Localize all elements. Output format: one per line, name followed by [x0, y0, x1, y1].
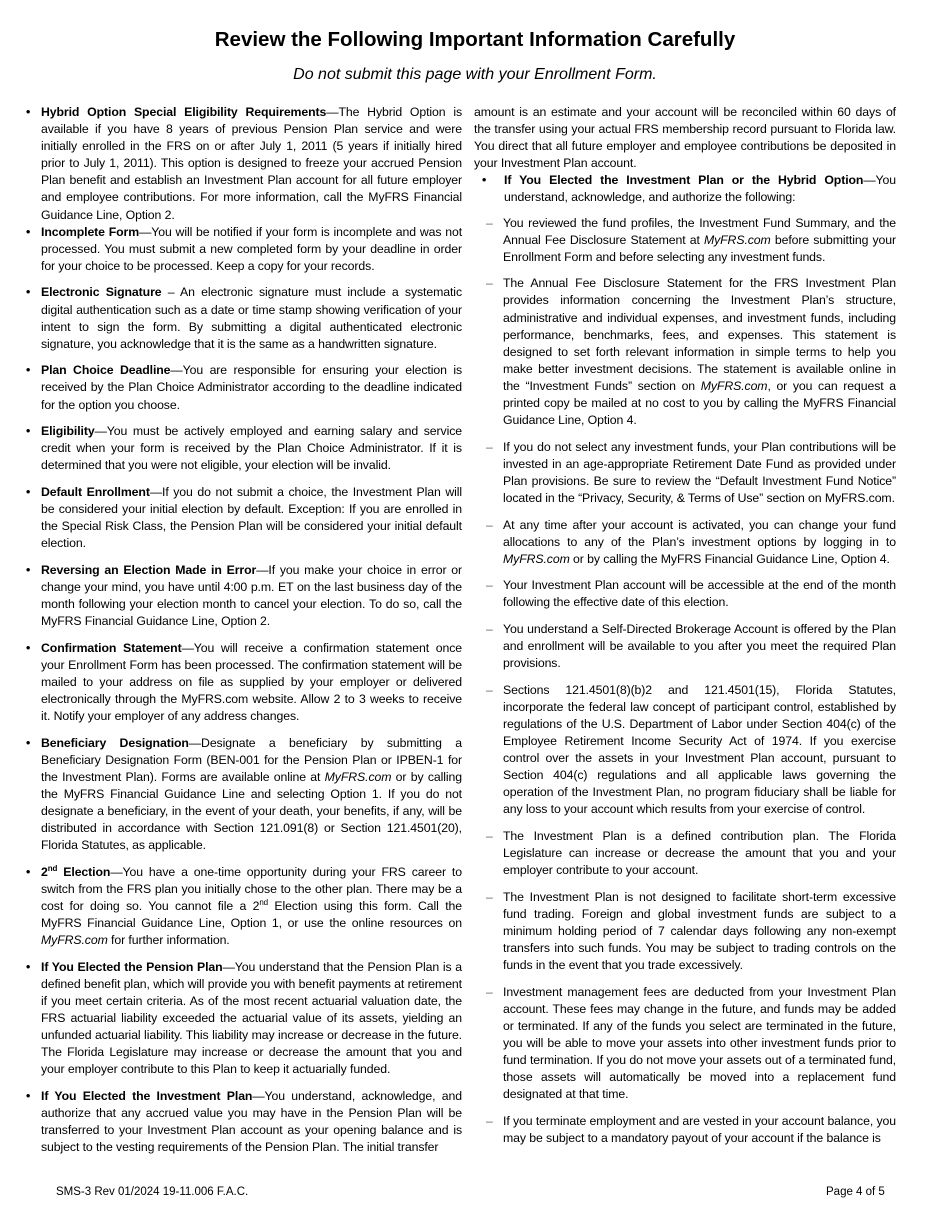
acknowledgement-item — [474, 517, 896, 568]
item-elected-investment-plan — [26, 1088, 462, 1156]
acknowledgement-item — [474, 621, 896, 672]
form-identifier: SMS-3 Rev 01/2024 19-11.006 F.A.C. — [56, 1186, 249, 1198]
page-number: Page 4 of 5 — [826, 1186, 885, 1198]
item-heading: If You Elected the Pension Plan — [41, 959, 223, 974]
right-column — [474, 104, 896, 1157]
acknowledgement-item — [474, 439, 896, 507]
item-body: —You understand, acknowledge, and authorize that any accrued value you may have in the Pension Plan will be transferred to your Investment Plan account as your opening balance and is subject to the vesting requirements of the Pension Plan. The initial transfer — [41, 1088, 462, 1155]
item-reversing-election — [26, 562, 462, 630]
ack-text: Your Investment Plan account will be accessible at the end of the month following the effective date of this election. — [503, 578, 896, 610]
acknowledgement-item — [474, 577, 896, 611]
ack-text: You reviewed the fund profiles, the Investment Fund Summary, and the Annual Fee Disclosure Statement at — [503, 215, 896, 247]
page-title: Review the Following Important Information Carefully — [214, 28, 736, 51]
ack-text: The Investment Plan is not designed to facilitate short-term excessive fund trading. Foreign and global investment funds are subject to a minimum holding period of 7 calendar days following any non-exempt transfers into such funds. You may be subject to trading controls on the funds in the event that you trade excessively. — [503, 889, 896, 973]
item-default-enrollment — [26, 484, 462, 552]
item-heading — [41, 865, 110, 879]
item-heading: Confirmation Statement — [41, 640, 182, 655]
item-body: —You must be actively employed and earning salary and service credit when your form is received by the Plan Choice Administrator. If it is determined that you were not eligible, your election will be invalid. — [41, 424, 462, 473]
item-body: —If you make your choice in error or change your mind, you have until 4:00 p.m. ET on the last business day of the month following your election month to cancel your election. To do so, call the MyFRS Financial Guidance Line, Option 2. — [41, 562, 463, 629]
acknowledgement-list — [474, 215, 896, 1148]
item-heading: Electronic Signature — [41, 285, 162, 300]
item-heading: Hybrid Option Special Eligibility Requirements — [41, 105, 327, 119]
item-body: or by calling the MyFRS Financial Guidance Line and selecting Option 1. If you do not designate a beneficiary, in the event of your death, your benefits, if any, will be distributed in accordance with Section 121.091(8) or Section 121.4501(20), Florida Statutes, as applicable. — [41, 769, 462, 853]
item-electronic-signature — [26, 284, 462, 352]
website-reference: MyFRS.com — [503, 551, 570, 566]
item-heading: Eligibility — [41, 424, 95, 439]
ack-text: or by calling the MyFRS Financial Guidance Line, Option 4. — [569, 551, 890, 566]
heading-number: 2 — [41, 864, 48, 879]
item-body: —The Hybrid Option is available if you have 8 years of previous Pension Plan service and were initially enrolled in the FRS on or after July 1, 2011 (5 years if initially hired prior to July 1, 2011). This option is designed to freeze your accrued Pension Plan benefit and establish an Investment Plan account for all future employer and employee contributions. For more information, call the MyFRS Financial Guidance Line, Option 2. — [41, 105, 463, 222]
item-heading: Default Enrollment — [41, 484, 150, 499]
item-body: —Designate a beneficiary by submitting a Beneficiary Designation Form (BEN-001 for the Pension Plan or IPBEN-1 for the Investment Plan). Forms are available online at — [41, 735, 462, 784]
ack-text: At any time after your account is activated, you can change your fund allocations to any of the Plan’s investment options by logging in to — [503, 517, 896, 549]
heading-word: Election — [57, 864, 111, 879]
ack-text: before submitting your Enrollment Form and before selecting any investment funds. — [503, 232, 896, 264]
ack-text: Sections 121.4501(8)(b)2 and 121.4501(15), Florida Statutes, incorporate the federal law concept of participant control, established by regulations of the U.S. Department of Labor under Section 404(c) of the Employee Retirement Income Security Act of 1974. If you exercise control over the assets in your Investment Plan account, pursuant to Section 404(c) regulations and all applicable laws governing the operation of the Investment Plan, no program fiduciary shall be liable for any loss to your account which results from your exercise of control. — [503, 682, 896, 817]
acknowledgement-item — [474, 889, 896, 974]
ack-text: The Annual Fee Disclosure Statement for the FRS Investment Plan provides information concerning the Investment Plan’s structure, administrative and individual expenses, and investment funds, including performance, benchmarks, fees, and expenses. This statement is designed to set forth relevant information in simple terms to help you make better investment decisions. The statement is available online in the “Investment Funds” section on — [503, 276, 896, 393]
acknowledgement-item — [474, 1113, 896, 1147]
acknowledgement-item — [474, 215, 896, 266]
item-heading: Reversing an Election Made in Error — [41, 562, 257, 577]
item-body: —You understand that the Pension Plan is a defined benefit plan, which will provide you with benefit payments at retirement if you meet certain criteria. As of the most recent actuarial valuation date, the FRS actuarial liability exceeded the actuarial value of its assets, yielding an unfunded actuarial liability. This liability may increase or decrease in the future. The Florida Legislature may increase or decrease the amount that you and your employer contribute to this Plan to keep it actuarially funded. — [41, 959, 463, 1077]
continuation-text: amount is an estimate and your account will be reconciled within 60 days of the transfer using your actual FRS membership record pursuant to Florida law. You direct that all future employer and employee contributions be deposited in your Investment Plan account. — [474, 105, 896, 171]
item-eligibility — [26, 423, 462, 474]
ordinal-suffix: nd — [259, 897, 269, 907]
item-elected-investment-or-hybrid — [482, 172, 896, 206]
website-reference: MyFRS.com — [324, 769, 392, 784]
item-incomplete-form — [26, 224, 462, 275]
item-body: —You have a one-time opportunity during your FRS career to switch from the FRS plan you initially chose to the other plan. There may be a cost for doing so. You cannot file a 2 — [41, 864, 462, 913]
item-heading: Incomplete Form — [41, 224, 140, 239]
website-reference: MyFRS.com — [703, 232, 771, 247]
item-body: for further information. — [107, 933, 230, 948]
item-body: Election using this form. Call the MyFRS Financial Guidance Line, Option 1, or use the online resources on — [41, 898, 462, 931]
acknowledgement-item — [474, 984, 896, 1104]
acknowledgement-item — [474, 828, 896, 879]
item-heading: If You Elected the Investment Plan — [41, 1088, 253, 1103]
item-confirmation-statement — [26, 640, 462, 725]
item-heading: Beneficiary Designation — [41, 735, 189, 750]
ack-text: If you terminate employment and are vested in your account balance, you may be subject to a mandatory payout of your account if the balance is — [503, 1113, 896, 1146]
ack-text: The Investment Plan is a defined contribution plan. The Florida Legislature can increase or decrease the amount that you and your employer contribute to your account. — [503, 829, 896, 878]
item-elected-pension-plan — [26, 959, 462, 1079]
website-reference: MyFRS.com — [41, 933, 108, 948]
heading-ordinal: nd — [47, 863, 58, 873]
ack-text: You understand a Self-Directed Brokerage Account is offered by the Plan and enrollment will be available to you after you meet the required Plan provisions. — [503, 622, 896, 671]
item-body: – An electronic signature must include a systematic digital authentication such as a date or time stamp showing verification of your intent to sign the form. By submitting a digital authenticated electronic signature, you acknowledge that it is the same as a handwritten signature. — [41, 285, 462, 351]
ack-text: If you do not select any investment funds, your Plan contributions will be invested in an age-appropriate Retirement Date Fund as provided under Plan provisions. Be sure to review the “Default Investment Fund Notice” located in the “Privacy, Security, & Terms of Use” section on MyFRS.com. — [503, 439, 896, 505]
website-reference: MyFRS.com — [700, 378, 768, 393]
item-body: —You will be notified if your form is incomplete and was not processed. You must submit a new completed form by your deadline in order for your choice to be processed. Keep a copy for your records. — [41, 224, 463, 273]
ack-text: , or you can request a printed copy be mailed at no cost to you by calling the MyFRS Financial Guidance Line, Option 4. — [503, 378, 896, 428]
item-plan-choice-deadline — [26, 362, 462, 413]
page-subtitle: Do not submit this page with your Enrollment Form. — [293, 66, 657, 83]
item-body: —You understand, acknowledge, and authorize the following: — [504, 173, 896, 205]
ack-text: Investment management fees are deducted from your Investment Plan account. These fees may change in the future, and funds may be added or terminated. If any of the funds you select are terminated in the future, you will be able to move your assets into other investment funds prior to fund termination. If you do not move your assets out of a terminated fund, those assets will automatically be moved into a replacement fund designated at that time. — [503, 984, 896, 1102]
item-beneficiary-designation — [26, 735, 462, 855]
item-heading: If You Elected the Investment Plan or the Hybrid Option — [504, 173, 864, 188]
left-column — [26, 104, 462, 1166]
acknowledgement-item — [474, 682, 896, 819]
item-heading: Plan Choice Deadline — [41, 363, 171, 378]
item-body: —You are responsible for ensuring your election is received by the Plan Choice Administrator according to the deadline indicated for the option you choose. — [41, 363, 462, 412]
item-second-election — [26, 864, 462, 949]
item-body: —If you do not submit a choice, the Investment Plan will be considered your initial election by default. Exception: If you are enrolled in the Special Risk Class, the Pension Plan will be considered your initial default election. — [41, 484, 462, 551]
item-hybrid-eligibility — [26, 104, 462, 224]
acknowledgement-item — [474, 275, 896, 429]
item-body: —You will receive a confirmation statement once your Enrollment Form has been processed. The confirmation statement will be mailed to your address on file as supplied by your employer or delivered electronically through the MyFRS.com website. Allow 2 to 3 weeks to receive it. Notify your employer of any address changes. — [41, 640, 462, 723]
